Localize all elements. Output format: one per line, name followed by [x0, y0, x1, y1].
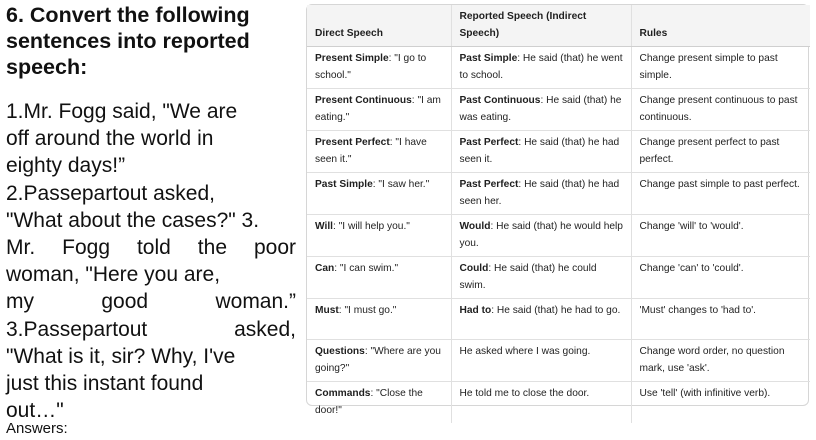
cell-text: Change word order, no question mark, use 'ask'. [639, 346, 785, 374]
term-label: Will [315, 221, 334, 232]
cell-text: Change 'can' to 'could'. [639, 263, 744, 274]
direct-speech-cell [307, 340, 451, 382]
sentence-line: 2.Passepartout asked, [6, 181, 215, 205]
header-reported-speech: Reported Speech (Indirect Speech) [451, 5, 631, 47]
cell-text: : "I am eating." [315, 95, 441, 123]
table-row [307, 89, 810, 131]
cell-text: 'Must' changes to 'had to'. [639, 305, 757, 316]
task-title-line: sentences into reported [6, 29, 250, 53]
task-title-line: 6. Convert the following [6, 3, 250, 27]
term-label: Past Simple [315, 179, 373, 190]
sentence-line: "What about the cases?" 3. [6, 208, 260, 232]
table-row [307, 215, 810, 257]
term-label: Past Simple [459, 53, 518, 64]
reported-speech-cell [451, 382, 631, 424]
header-direct-speech: Direct Speech [307, 5, 451, 47]
direct-speech-cell [307, 257, 451, 299]
sentence-line: 3.Passepartout asked, [6, 317, 296, 341]
term-label: Present Simple [315, 53, 389, 64]
cell-text: : He said (that) he had to go. [491, 305, 621, 316]
header-rules: Rules [631, 5, 810, 47]
term-label: Past Perfect [459, 137, 519, 148]
cell-text: : "I go to school." [315, 53, 427, 81]
cell-text: : He said (that) he could swim. [459, 263, 597, 291]
reported-speech-table [306, 4, 809, 416]
reported-speech-cell [451, 215, 631, 257]
table-row [307, 131, 810, 173]
term-label: Present Continuous [315, 95, 412, 106]
cell-text: : "Where are you going?" [315, 346, 441, 374]
task-title-line: speech: [6, 55, 88, 79]
reported-speech-cell [451, 173, 631, 215]
term-label: Would [459, 221, 491, 232]
cell-text: : "I have seen it." [315, 137, 427, 165]
table-row [307, 340, 810, 382]
reported-speech-cell [451, 340, 631, 382]
cell-text: Change 'will' to 'would'. [639, 221, 744, 232]
cell-text: : He said (that) he went to school. [459, 53, 623, 81]
rule-cell [631, 215, 810, 257]
cell-text: : He said (that) he had seen it. [459, 137, 620, 165]
reported-speech-cell [451, 131, 631, 173]
direct-speech-cell [307, 382, 451, 424]
direct-speech-cell [307, 131, 451, 173]
cell-text: : He said (that) he was eating. [459, 95, 622, 123]
rule-cell [631, 47, 810, 89]
term-label: Can [315, 263, 335, 274]
sentence-line: out…" [6, 399, 64, 423]
cell-text: Change present perfect to past perfect. [639, 137, 780, 165]
cell-text: : "I saw her." [372, 179, 430, 190]
rule-cell [631, 257, 810, 299]
rule-cell [631, 340, 810, 382]
direct-speech-cell [307, 299, 451, 340]
cell-text: : "I can swim." [334, 263, 399, 274]
reported-speech-cell [451, 299, 631, 340]
table-row [307, 382, 810, 424]
sentence-line: 1.Mr. Fogg said, "We are [6, 100, 238, 123]
cell-text: Change past simple to past perfect. [639, 179, 800, 190]
cell-text: : He said (that) he had seen her. [459, 179, 620, 207]
table-header-row [307, 5, 810, 47]
reported-speech-cell [451, 89, 631, 131]
sentence-line: my good woman.” [6, 290, 296, 314]
cell-text: He told me to close the door. [459, 388, 590, 399]
cell-text: : "Close the door!" [315, 388, 423, 416]
rule-cell [631, 131, 810, 173]
table-row [307, 257, 810, 299]
term-label: Present Perfect [315, 137, 390, 148]
rule-cell [631, 382, 810, 424]
sentence-line: eighty days!” [6, 154, 126, 178]
sentence-line: "What is it, sir? Why, I've [6, 344, 236, 368]
rule-cell [631, 173, 810, 215]
term-label: Past Perfect [459, 179, 519, 190]
cell-text: Change present simple to past simple. [639, 53, 778, 81]
reported-speech-cell [451, 257, 631, 299]
direct-speech-cell [307, 89, 451, 131]
cell-text: : "I must go." [338, 305, 397, 316]
rule-cell [631, 299, 810, 340]
task-title [6, 2, 296, 80]
task-panel [6, 0, 296, 424]
sentence-line: off around the world in [6, 127, 214, 151]
sentence-list [6, 98, 296, 424]
term-label: Had to [459, 305, 492, 316]
answers-label: Answers: [6, 420, 68, 437]
table-row [307, 47, 810, 89]
direct-speech-cell [307, 215, 451, 257]
term-label: Commands [315, 388, 371, 399]
rule-cell [631, 89, 810, 131]
table-row [307, 299, 810, 340]
table-row [307, 173, 810, 215]
sentence-line: just this instant found [6, 372, 204, 396]
cell-text: : He said (that) he would help you. [459, 221, 623, 249]
term-label: Must [315, 305, 339, 316]
cell-text: Change present continuous to past continuous. [639, 95, 798, 123]
term-label: Questions [315, 346, 365, 357]
cell-text: : "I will help you." [333, 221, 410, 232]
term-label: Past Continuous [459, 95, 541, 106]
term-label: Could [459, 263, 489, 274]
direct-speech-cell [307, 47, 451, 89]
direct-speech-cell [307, 173, 451, 215]
cell-text: He asked where I was going. [459, 346, 591, 357]
sentence-line: Mr. Fogg told the poor [6, 236, 296, 260]
reported-speech-cell [451, 47, 631, 89]
cell-text: Use 'tell' (with infinitive verb). [639, 388, 771, 399]
sentence-line: woman, "Here you are, [6, 263, 221, 287]
